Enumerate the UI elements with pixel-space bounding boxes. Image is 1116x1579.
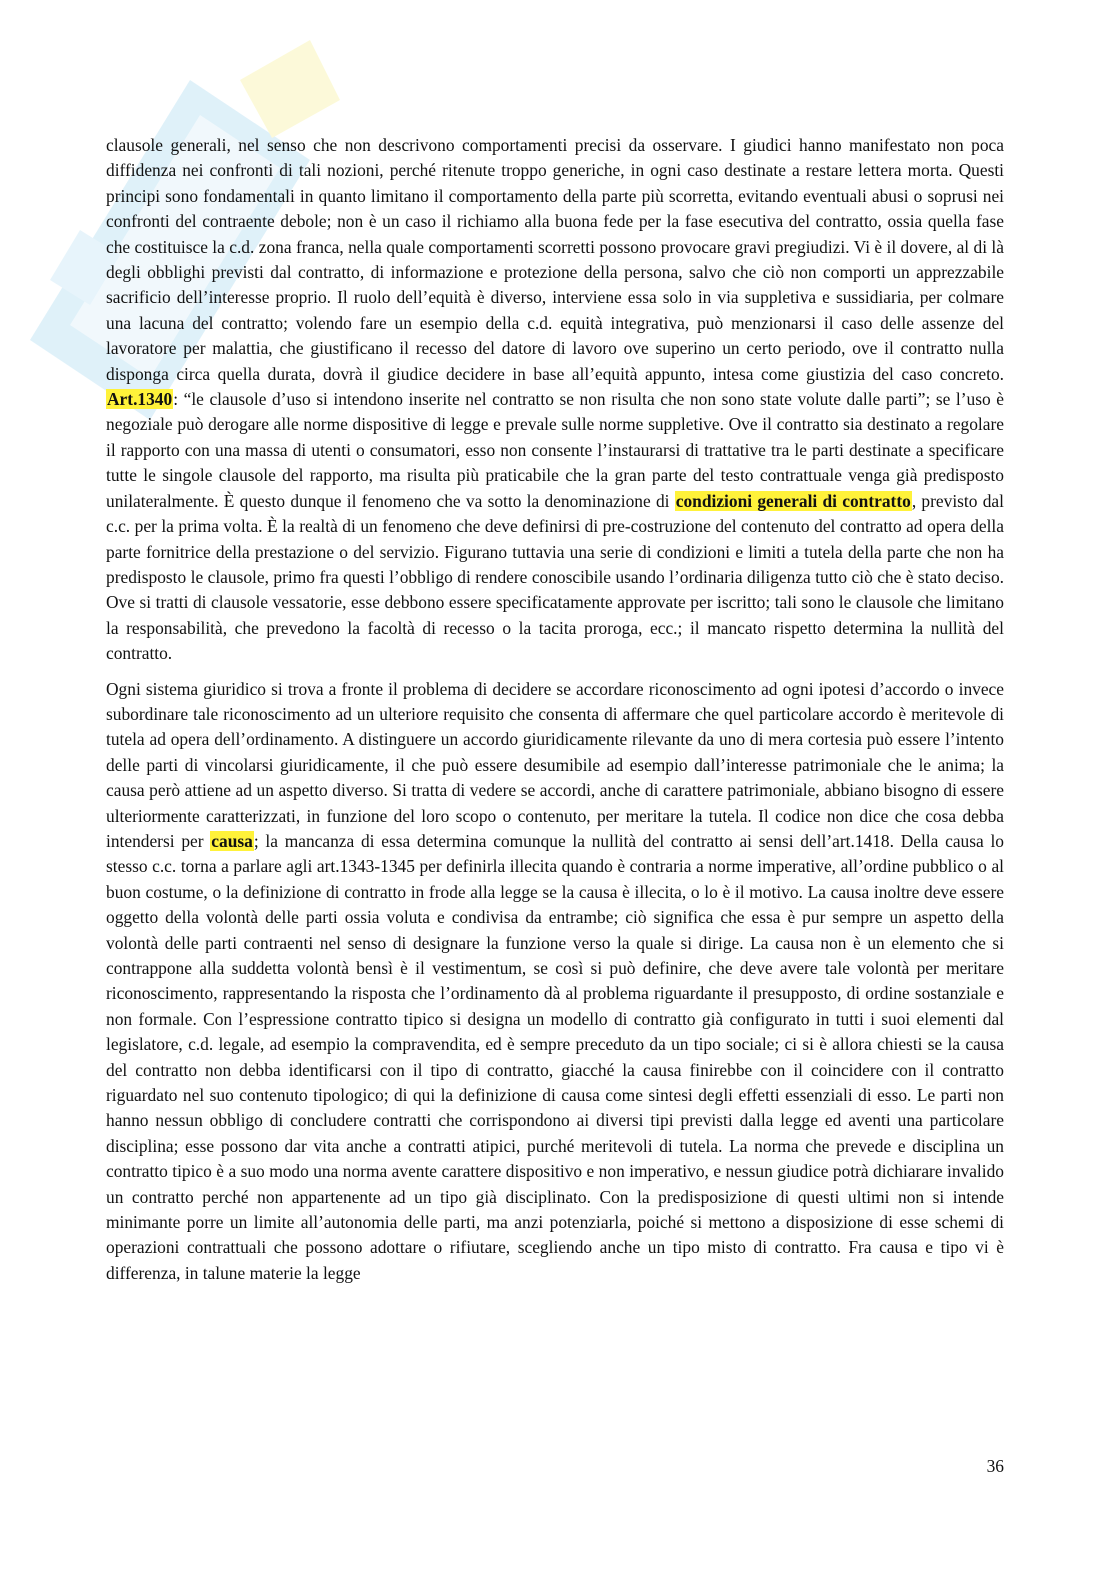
highlight-art-1340: Art.1340 <box>107 389 173 410</box>
paragraph-clausole-generali <box>106 133 1004 667</box>
text-run: clausole generali, nel senso che non descrivono comportamenti precisi da osservare. I giudici hanno manifestato non poca diffidenza nei confronti di tali nozioni, perché ritenute troppo generiche, in ogni caso destinate a restare lettera morta. Questi principi sono fondamentali in quanto limitano il comportamento della parte più scorretta, evitando eventuali abusi o soprusi nei confronti del contraente debole; non è un caso il richiamo alla buona fede per la fase esecutiva del contratto, ossia quella fase che costituisce la c.d. zona franca, nella quale comportamenti scorretti possono provocare gravi pregiudizi. Vi è il dovere, al di là degli obblighi previsti dal contratto, di informazione e protezione della persona, salvo che ciò non comporti un apprezzabile sacrificio dell’interesse proprio. Il ruolo dell’equità è diverso, interviene essa solo in via suppletiva e sussidiaria, per colmare una lacuna del contratto; volendo fare un esempio della c.d. equità integrativa, può menzionarsi il caso delle assenze del lavoratore per malattia, che giustificano il recesso del datore di lavoro ove superino un certo periodo, ove il contratto nulla disponga circa quella durata, dovrà il giudice decidere in base all’equità appunto, intesa come giustizia del caso concreto. <box>106 135 1004 384</box>
paragraph-causa <box>106 677 1004 1287</box>
page-body <box>106 133 1004 1286</box>
highlight-condizioni-generali: condizioni generali di contratto <box>675 490 911 511</box>
text-run: ; la mancanza di essa determina comunque la nullità del contratto ai sensi dell’art.1418. Della causa lo stesso c.c. torna a parlare agli art.1343-1345 per definirla illecita quando è contraria a norme imperative, all’ordine pubblico o al buon costume, o la definizione di contratto in frode alla legge se la causa è illecita, o lo è il motivo. La causa inoltre deve essere oggetto della volontà delle parti ossia voluta e condivisa da entrambe; ciò significa che essa è pur sempre un aspetto della volontà delle parti contraenti nel senso di designare la funzione verso la quale si dirige. La causa non è un elemento che si contrappone alla suddetta volontà bensì è il vestimentum, se così si può definire, che deve avere tale volontà per meritare riconoscimento, rappresentando la risposta che l’ordinamento dà al problema riguardante il presupposto, di ordine sostanziale e non formale. Con l’espressione contratto tipico si designa un modello di contratto già configurato in tutti i suoi elementi dal legislatore, c.d. legale, ad esempio la compravendita, ed è sempre preceduto da un tipo sociale; ci si è allora chiesti se la causa del contratto non debba identificarsi con il tipo di contratto, giacché la causa finirebbe con il coincidere con il contratto riguardato nel suo contenuto tipologico; di qui la definizione di causa come sintesi degli effetti essenziali di esso. Le parti non hanno nessun obbligo di concludere contratti che corrispondono ai diversi tipi previsti dalla legge ed aventi una particolare disciplina; esse possono dar vita anche a contratti atipici, purché meritevoli di tutela. La norma che prevede e disciplina un contratto tipico è a suo modo una norma avente carattere dispositivo e non imperativo, e nessun giudice potrà dichiarare invalido un contratto perché non appartenente ad un tipo già disciplinato. Con la predisposizione di questi ultimi non si intende minimante porre un limite all’autonomia delle parti, ma anzi potenziarla, poiché si mettono a disposizione di esse schemi di operazioni contrattuali che possono adottare o rifiutare, scegliendo anche un tipo misto di contratto. Fra causa e tipo vi è differenza, in talune materie la legge <box>106 830 1004 1283</box>
text-run: Ogni sistema giuridico si trova a fronte il problema di decidere se accordare riconoscimento ad ogni ipotesi d’accordo o invece subordinare tale riconoscimento ad un ulteriore requisito che consenta di affermare che quel particolare accordo è meritevole di tutela ad opera dell’ordinamento. A distinguere un accordo giuridicamente rilevante da uno di mera cortesia può essere l’intento delle parti di vincolarsi giuridicamente, il che può essere desumibile ad esempio dall’interesse patrimoniale che le anima; la causa però attiene ad un aspetto diverso. Si tratta di vedere se accordi, anche di carattere patrimoniale, abbiano bisogno di essere ulteriormente caratterizzati, in funzione del loro scopo o contenuto, per meritare la tutela. Il codice non dice che cosa debba intendersi per <box>106 678 1004 851</box>
highlight-causa: causa <box>211 830 253 851</box>
page-number: 36 <box>986 1456 1004 1476</box>
text-run: , previsto dal c.c. per la prima volta. È la realtà di un fenomeno che deve definirsi di pre-costruzione del contenuto del contratto ad opera della parte fornitrice della prestazione o del servizio. Figurano tuttavia una serie di condizioni e limiti a tutela della parte che non ha predisposto le clausole, primo fra questi l’obbligo di rendere conoscibile usando l’ordinaria diligenza tutto ciò che è stato deciso. Ove si tratti di clausole vessatorie, esse debbono essere specificatamente approvate per iscritto; tali sono le clausole che limitano la responsabilità, che prevedono la facoltà di recesso o la tacita proroga, ecc.; il mancato rispetto determina la nullità del contratto. <box>106 490 1004 664</box>
text-run: : “le clausole d’uso si intendono inserite nel contratto se non risulta che non sono state volute dalle parti”; se l’uso è negoziale può derogare alle norme dispositive di legge e prevale sulle norme suppletive. Ove il contratto sia destinato a regolare il rapporto con una massa di utenti o consumatori, esso non consente l’instaurarsi di trattative tra le parti destinate a specificare tutte le singole clausole del rapporto, ma risulta più praticabile che la gran parte del testo contrattuale venga già predisposto unilateralmente. È questo dunque il fenomeno che va sotto la denominazione di <box>106 389 1004 511</box>
